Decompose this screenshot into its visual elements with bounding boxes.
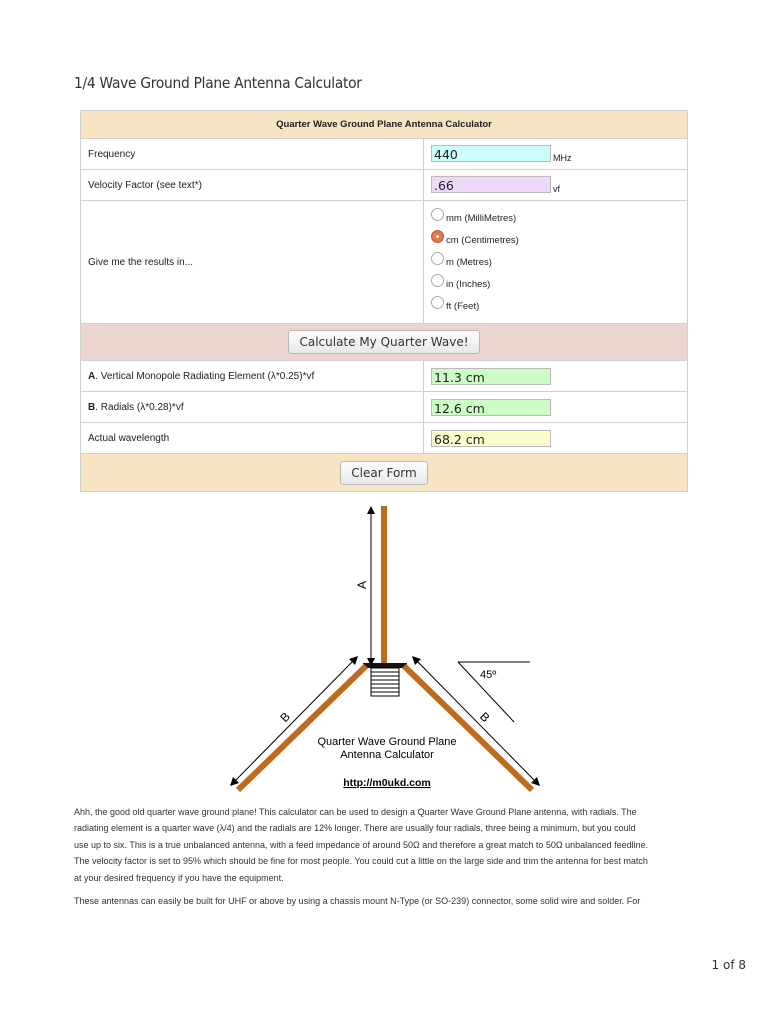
calculator-table — [80, 110, 688, 492]
result-a-output[interactable]: 11.3 cm — [431, 368, 551, 385]
units-row — [81, 201, 688, 324]
wavelength-output[interactable]: 68.2 cm — [431, 430, 551, 447]
clear-form-button[interactable]: Clear Form — [340, 461, 427, 485]
result-b-output[interactable]: 12.6 cm — [431, 399, 551, 416]
radio-in[interactable] — [431, 274, 444, 287]
label-b-right: B — [477, 709, 493, 725]
result-a-row — [81, 361, 688, 392]
unit-option-mm[interactable] — [431, 207, 680, 229]
unit-option-label: m (Metres) — [446, 256, 492, 268]
unit-option-label: in (Inches) — [446, 278, 491, 290]
results-unit-label: Give me the results in... — [81, 201, 424, 324]
result-b-prefix: B — [88, 401, 96, 413]
result-a-prefix: A — [88, 370, 96, 382]
paragraph-line: at your desired frequency if you have the equipment. — [74, 872, 284, 883]
antenna-diagram — [220, 500, 550, 798]
calculate-row — [81, 324, 688, 361]
paragraph-line: The velocity factor is set to 95% which should be fine for most people. You could cut a little on the large side and trim the antenna for best match — [74, 856, 648, 867]
velocity-factor-input[interactable]: .66 — [431, 176, 551, 193]
clear-row — [81, 454, 688, 492]
result-a-label — [81, 361, 424, 392]
page-title: 1/4 Wave Ground Plane Antenna Calculator — [74, 74, 362, 92]
result-b-text: . Radials (λ*0.28)*vf — [95, 401, 184, 413]
label-b-left: B — [277, 709, 293, 725]
result-a-text: . Vertical Monopole Radiating Element (λ*0.25)*vf — [95, 370, 315, 382]
connector-plate — [363, 663, 407, 668]
frequency-unit: MHz — [553, 152, 572, 163]
result-b-row — [81, 392, 688, 423]
wavelength-row — [81, 423, 688, 454]
velocity-factor-row — [81, 170, 688, 201]
velocity-factor-unit: vf — [553, 183, 561, 194]
table-header: Quarter Wave Ground Plane Antenna Calculator — [81, 111, 688, 139]
radio-cm[interactable] — [431, 230, 444, 243]
page-number: 1 of 8 — [711, 958, 746, 972]
dimension-a-arrow-top — [367, 506, 375, 514]
frequency-input[interactable]: 440 — [431, 145, 551, 162]
vertical-element — [381, 506, 387, 664]
paragraph-line: use up to six. This is a true unbalanced antenna, with a feed impedance of around 50Ω and therefore a great match to 50Ω unbalanced feedline. — [74, 839, 649, 850]
wavelength-label: Actual wavelength — [81, 423, 424, 454]
unit-option-label: mm (MilliMetres) — [446, 212, 517, 224]
unit-option-m[interactable] — [431, 251, 680, 273]
unit-option-label: cm (Centimetres) — [446, 234, 519, 246]
unit-option-label: ft (Feet) — [446, 300, 480, 312]
radio-ft[interactable] — [431, 296, 444, 309]
velocity-factor-label: Velocity Factor (see text*) — [81, 170, 424, 201]
dimension-b-left-line — [232, 658, 356, 784]
paragraph-line: Ahh, the good old quarter wave ground plane! This calculator can be used to design a Quarter Wave Ground Plane antenna, with radials. The — [74, 807, 637, 817]
dimension-b-right-line — [414, 658, 538, 784]
calculate-button[interactable]: Calculate My Quarter Wave! — [288, 330, 479, 354]
unit-option-ft[interactable] — [431, 295, 680, 317]
paragraph-line: radiating element is a quarter wave (λ/4) and the radials are 12% longer. There are usually four radials, three being a minimum, but you could — [74, 823, 636, 834]
radio-mm[interactable] — [431, 208, 444, 221]
frequency-row — [81, 139, 688, 170]
diagram-url: http://m0ukd.com — [343, 777, 431, 789]
radial-right — [404, 666, 532, 790]
diagram-title-line1: Quarter Wave Ground Plane — [317, 736, 457, 748]
radio-m[interactable] — [431, 252, 444, 265]
radial-left — [238, 666, 366, 790]
frequency-label: Frequency — [81, 139, 424, 170]
unit-radio-group — [424, 201, 688, 324]
diagram-title-line2: Antenna Calculator — [340, 749, 434, 761]
connector-body — [371, 668, 399, 696]
result-b-label — [81, 392, 424, 423]
angle-label: 45º — [480, 669, 497, 681]
unit-option-in[interactable] — [431, 273, 680, 295]
description-paragraph-2: These antennas can easily be built for UHF or above by using a chassis mount N-Type (or SO-239) connector, some solid wire and solder. For — [74, 896, 641, 906]
label-a: A — [355, 580, 369, 590]
table-header-row — [81, 111, 688, 139]
description-paragraph-1 — [74, 804, 694, 886]
unit-option-cm[interactable] — [431, 229, 680, 251]
